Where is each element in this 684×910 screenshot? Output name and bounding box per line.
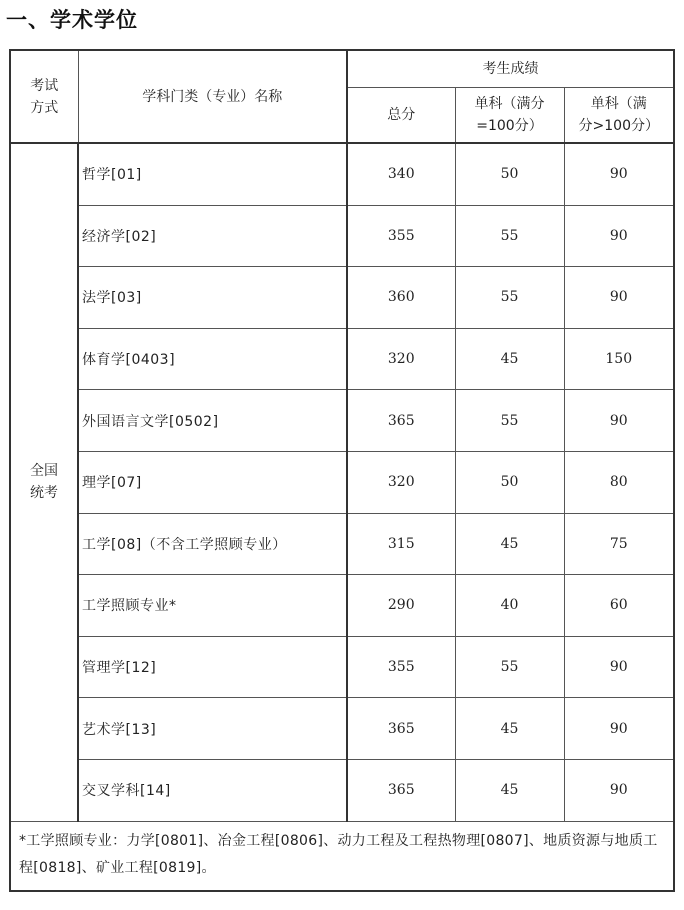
section-title: 一、学术学位 bbox=[6, 8, 138, 32]
table-row bbox=[10, 575, 674, 637]
single-over-100-score-cell: 60 bbox=[564, 575, 674, 637]
single-over-100-score-cell: 75 bbox=[564, 513, 674, 575]
subject-cell: 哲学[01] bbox=[78, 143, 347, 205]
single-over-100-score-cell: 90 bbox=[564, 267, 674, 329]
score-table bbox=[9, 49, 675, 892]
subject-cell: 交叉学科[14] bbox=[78, 759, 347, 821]
single-over-100-score-cell: 90 bbox=[564, 143, 674, 205]
total-score-cell: 355 bbox=[347, 205, 455, 267]
single-100-score-cell: 45 bbox=[455, 698, 564, 760]
total-score-cell: 365 bbox=[347, 390, 455, 452]
header-single-100-line2: =100分） bbox=[476, 118, 543, 135]
total-score-cell: 365 bbox=[347, 698, 455, 760]
total-score-cell: 315 bbox=[347, 513, 455, 575]
subject-cell: 工学[08]（不含工学照顾专业） bbox=[78, 513, 347, 575]
exam-method-line1: 全国 bbox=[30, 463, 58, 480]
header-exam-method-line1: 考试 bbox=[30, 77, 59, 94]
header-single-over-line2: 分>100分） bbox=[578, 118, 659, 135]
header-single-100-line1: 单科（满分 bbox=[474, 96, 545, 113]
single-100-score-cell: 55 bbox=[455, 390, 564, 452]
subject-cell: 外国语言文学[0502] bbox=[78, 390, 347, 452]
total-score-cell: 355 bbox=[347, 636, 455, 698]
header-total: 总分 bbox=[347, 88, 455, 143]
subject-cell: 工学照顾专业* bbox=[78, 575, 347, 637]
table-row bbox=[10, 636, 674, 698]
single-100-score-cell: 45 bbox=[455, 513, 564, 575]
header-score-group: 考生成绩 bbox=[347, 50, 674, 88]
single-100-score-cell: 40 bbox=[455, 575, 564, 637]
single-100-score-cell: 50 bbox=[455, 451, 564, 513]
table-row bbox=[10, 390, 674, 452]
header-row-1 bbox=[10, 50, 674, 88]
total-score-cell: 320 bbox=[347, 451, 455, 513]
single-100-score-cell: 55 bbox=[455, 267, 564, 329]
header-single-100 bbox=[455, 88, 564, 143]
table-row bbox=[10, 267, 674, 329]
table-row bbox=[10, 759, 674, 821]
single-100-score-cell: 45 bbox=[455, 328, 564, 390]
single-100-score-cell: 55 bbox=[455, 205, 564, 267]
header-exam-method-line2: 方式 bbox=[30, 99, 59, 116]
single-100-score-cell: 45 bbox=[455, 759, 564, 821]
single-over-100-score-cell: 150 bbox=[564, 328, 674, 390]
single-over-100-score-cell: 90 bbox=[564, 390, 674, 452]
total-score-cell: 360 bbox=[347, 267, 455, 329]
exam-method-line2: 统考 bbox=[30, 485, 58, 502]
subject-cell: 管理学[12] bbox=[78, 636, 347, 698]
table-row bbox=[10, 143, 674, 205]
exam-method-cell bbox=[10, 143, 78, 821]
single-over-100-score-cell: 90 bbox=[564, 759, 674, 821]
subject-cell: 经济学[02] bbox=[78, 205, 347, 267]
single-100-score-cell: 50 bbox=[455, 143, 564, 205]
subject-cell: 法学[03] bbox=[78, 267, 347, 329]
footnote: *工学照顾专业：力学[0801]、冶金工程[0806]、动力工程及工程热物理[0807]、地质资源与地质工程[0818]、矿业工程[0819]。 bbox=[10, 821, 674, 891]
single-over-100-score-cell: 90 bbox=[564, 698, 674, 760]
table-row bbox=[10, 328, 674, 390]
table-row bbox=[10, 513, 674, 575]
header-single-over-line1: 单科（满 bbox=[590, 96, 647, 113]
subject-cell: 体育学[0403] bbox=[78, 328, 347, 390]
total-score-cell: 340 bbox=[347, 143, 455, 205]
single-100-score-cell: 55 bbox=[455, 636, 564, 698]
header-subject-name: 学科门类（专业）名称 bbox=[78, 50, 347, 143]
footnote-row bbox=[10, 821, 674, 891]
total-score-cell: 320 bbox=[347, 328, 455, 390]
single-over-100-score-cell: 90 bbox=[564, 205, 674, 267]
table-row bbox=[10, 698, 674, 760]
total-score-cell: 365 bbox=[347, 759, 455, 821]
table-row bbox=[10, 205, 674, 267]
single-over-100-score-cell: 80 bbox=[564, 451, 674, 513]
subject-cell: 理学[07] bbox=[78, 451, 347, 513]
subject-cell: 艺术学[13] bbox=[78, 698, 347, 760]
table-row bbox=[10, 451, 674, 513]
total-score-cell: 290 bbox=[347, 575, 455, 637]
header-single-over bbox=[564, 88, 674, 143]
single-over-100-score-cell: 90 bbox=[564, 636, 674, 698]
header-exam-method bbox=[10, 50, 78, 143]
